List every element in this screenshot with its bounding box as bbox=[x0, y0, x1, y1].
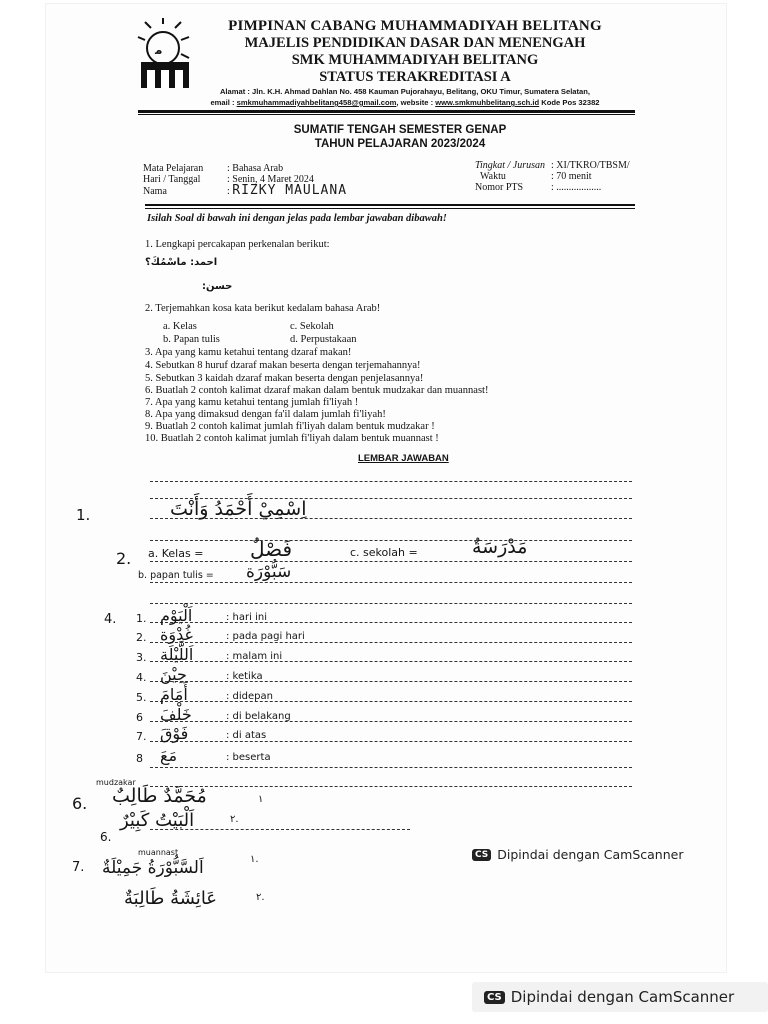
svg-text:ﻣ: ﻣ bbox=[155, 43, 163, 57]
name-sep: : bbox=[227, 186, 230, 197]
answer-line bbox=[150, 603, 632, 604]
postal-code: Kode Pos 32382 bbox=[539, 98, 600, 107]
question-1-hasan: حسن: bbox=[202, 281, 233, 292]
question-2-c: c. Sekolah bbox=[290, 321, 334, 332]
answer-2-number: 2. bbox=[116, 549, 132, 568]
answer-4-item-arabic: اَلْيَوْم bbox=[160, 606, 193, 625]
grade-label: Tingkat / Jurusan bbox=[475, 160, 546, 171]
answer-4-number: 4. bbox=[104, 612, 117, 627]
answer-line bbox=[150, 681, 632, 682]
subject-label: Mata Pelajaran bbox=[143, 163, 204, 174]
camscanner-logo-icon: CS bbox=[472, 849, 491, 861]
time-label: Waktu bbox=[480, 171, 506, 182]
answer-4-item-arabic: خَلْفَ bbox=[160, 705, 192, 724]
answer-line bbox=[150, 721, 632, 722]
meta-rule-thick bbox=[145, 204, 635, 206]
website-link[interactable]: www.smkmuhbelitang.sch.id bbox=[435, 98, 540, 107]
question-8: 8. Apa yang dimaksud dengan fa'il dalam jumlah fi'liyah! bbox=[145, 409, 386, 420]
answer-1-text: اِسْمِيْ أَحْمَدُ وَأَنْتَ bbox=[170, 498, 307, 520]
camscanner-inline-text: Dipindai dengan CamScanner bbox=[497, 847, 684, 862]
answer-line bbox=[150, 661, 632, 662]
answer-4-item-meaning: : beserta bbox=[226, 752, 271, 763]
camscanner-footer-logo-icon: CS bbox=[484, 991, 505, 1004]
answer-6-note: mudzakar bbox=[96, 778, 136, 787]
date-label: Hari / Tanggal bbox=[143, 174, 201, 185]
answer-line bbox=[150, 701, 632, 702]
question-1-ahmad: احمد: ماسْمُكَ؟ bbox=[145, 257, 218, 268]
question-2-b: b. Papan tulis bbox=[163, 334, 220, 345]
address-line: Alamat : Jln. K.H. Ahmad Dahlan No. 458 Kauman Pujorahayu, Belitang, OKU Timur, Sumatera Selatan, bbox=[219, 87, 591, 96]
answer-4-item-meaning: : pada pagi hari bbox=[226, 631, 305, 642]
contact-line bbox=[180, 97, 630, 108]
answer-4-item-arabic: أَمَامَ bbox=[160, 685, 188, 704]
answer-4-item-number: 6 bbox=[136, 711, 143, 724]
answer-4-item-meaning: : di belakang bbox=[226, 711, 291, 722]
subject-value: : Bahasa Arab bbox=[227, 163, 284, 174]
camscanner-inline-watermark bbox=[472, 847, 683, 862]
header-rule-thin bbox=[138, 114, 635, 115]
exam-title-line1: SUMATIF TENGAH SEMESTER GENAP bbox=[293, 124, 507, 136]
answer-6-line2: اَلْبَيْتُ كَبِيْرٌ bbox=[120, 810, 195, 831]
answer-line bbox=[150, 622, 632, 623]
answer-6-line1-num: ١ bbox=[258, 794, 264, 805]
answer-7-line1: اَلسَّبُّوْرَةُ جَمِيْلَةٌ bbox=[102, 858, 204, 878]
answer-4-item-number: 8 bbox=[136, 752, 143, 765]
answer-7-number: 7. bbox=[72, 860, 85, 875]
camscanner-footer-text: Dipindai dengan CamScanner bbox=[510, 988, 735, 1006]
answer-2a: a. Kelas = bbox=[148, 547, 204, 560]
date-value: : Senin, 4 Maret 2024 bbox=[227, 174, 314, 185]
answer-4-item-arabic: اَللَّيْلَة bbox=[160, 645, 194, 664]
muhammadiyah-logo-icon bbox=[137, 18, 199, 90]
answer-2b-arabic: سَبُّوْرَة bbox=[246, 562, 292, 582]
answer-4-item-number: 2. bbox=[136, 631, 147, 644]
email-prefix: email : bbox=[210, 98, 237, 107]
exam-title-line2: TAHUN PELAJARAN 2023/2024 bbox=[314, 138, 486, 150]
pts-number-label: Nomor PTS bbox=[475, 182, 524, 193]
letterhead-line3: SMK MUHAMMADIYAH BELITANG bbox=[291, 52, 539, 68]
question-1: 1. Lengkapi percakapan perkenalan berikut: bbox=[145, 239, 330, 250]
question-4: 4. Sebutkan 8 huruf dzaraf makan beserta dengan terjemahannya! bbox=[145, 360, 421, 371]
answer-7-note: muannast bbox=[138, 848, 179, 857]
answer-4-item-arabic: غُدْوَة bbox=[160, 625, 193, 644]
answer-4-item-meaning: : ketika bbox=[226, 671, 263, 682]
answer-4-item-meaning: : di atas bbox=[226, 730, 267, 741]
answer-6-line1: مُحَمَّدٌ طَالِبٌ bbox=[112, 785, 207, 807]
header-rule-thick bbox=[138, 110, 635, 113]
letterhead bbox=[205, 18, 625, 86]
answer-6-number: 6. bbox=[72, 794, 88, 813]
answer-4-item-number: 5. bbox=[136, 691, 147, 704]
answer-line bbox=[150, 561, 632, 562]
question-5: 5. Sebutkan 3 kaidah dzaraf makan beserta dengan penjelasannya! bbox=[145, 373, 424, 384]
answer-line bbox=[150, 582, 632, 583]
answer-4-item-number: 3. bbox=[136, 651, 147, 664]
answer-4-item-meaning: : hari ini bbox=[226, 612, 267, 623]
answer-6-line2-num: ٢. bbox=[230, 814, 239, 825]
letterhead-line4: STATUS TERAKREDITASI A bbox=[319, 69, 511, 85]
student-name: RIZKY MAULANA bbox=[232, 183, 348, 198]
grade-value: : XI/TKRO/TBSM/ bbox=[551, 160, 630, 171]
answer-line bbox=[150, 741, 632, 742]
exam-title bbox=[150, 123, 650, 151]
answer-7-line2-num: ٢. bbox=[256, 892, 265, 903]
answer-line bbox=[150, 767, 632, 768]
letterhead-address bbox=[180, 86, 630, 108]
question-6: 6. Buatlah 2 contoh kalimat dzaraf makan dalam bentuk mudzakar dan muannast! bbox=[145, 385, 489, 396]
camscanner-footer-watermark bbox=[472, 982, 768, 1012]
answer-1-number: 1. bbox=[76, 506, 91, 524]
letterhead-line2: MAJELIS PENDIDIKAN DASAR DAN MENENGAH bbox=[244, 35, 586, 51]
letterhead-line1: PIMPINAN CABANG MUHAMMADIYAH BELITANG bbox=[228, 18, 602, 34]
answer-7-line1-num: ١. bbox=[250, 854, 259, 865]
meta-right bbox=[475, 160, 630, 193]
question-2: 2. Terjemahkan kosa kata berikut kedalam bahasa Arab! bbox=[145, 303, 381, 314]
answer-2a-arabic: فَصْلٌ bbox=[250, 537, 293, 561]
website-prefix: , website : bbox=[396, 98, 436, 107]
answer-2b: b. papan tulis = bbox=[138, 570, 214, 581]
answer-4-item-arabic: حِيْنَ bbox=[160, 665, 187, 684]
meta-left bbox=[143, 163, 347, 197]
answer-4-item-number: 7. bbox=[136, 730, 147, 743]
question-9: 9. Buatlah 2 contoh kalimat jumlah fi'liyah dalam bentuk mudzakar ! bbox=[145, 421, 435, 432]
email-link[interactable]: smkmuhammadiyahbelitang458@gmail.com bbox=[236, 98, 397, 107]
question-3: 3. Apa yang kamu ketahui tentang dzaraf makan! bbox=[145, 347, 352, 358]
question-2-d: d. Perpustakaan bbox=[290, 334, 357, 345]
answer-2c-arabic: مَدْرَسَةٌ bbox=[472, 536, 528, 558]
answer-2c: c. sekolah = bbox=[350, 546, 418, 559]
name-label: Nama bbox=[143, 186, 167, 197]
question-10: 10. Buatlah 2 contoh kalimat jumlah fi'liyah dalam bentuk muannast ! bbox=[145, 433, 439, 444]
answer-sheet-title: LEMBAR JAWABAN bbox=[358, 453, 449, 464]
answer-4-item-arabic: مَعَ bbox=[160, 746, 178, 765]
answer-line bbox=[150, 481, 632, 482]
meta-rule-thin bbox=[145, 208, 635, 209]
answer-6-sub: 6. bbox=[100, 830, 112, 844]
pts-number-value: : .................. bbox=[551, 182, 602, 193]
instruction: Isilah Soal di bawah ini dengan jelas pada lembar jawaban dibawah! bbox=[147, 213, 447, 224]
answer-line bbox=[150, 642, 632, 643]
answer-7-line2: عَائِشَةُ طَالِبَةٌ bbox=[124, 888, 218, 909]
time-value: : 70 menit bbox=[551, 171, 592, 182]
answer-4-item-meaning: : malam ini bbox=[226, 651, 283, 662]
answer-line bbox=[150, 540, 632, 541]
answer-4-item-number: 4. bbox=[136, 671, 147, 684]
question-7: 7. Apa yang kamu ketahui tentang jumlah fi'liyah ! bbox=[145, 397, 359, 408]
answer-line bbox=[150, 786, 632, 787]
answer-4-item-arabic: فَوْقَ bbox=[160, 724, 189, 743]
question-2-a: a. Kelas bbox=[163, 321, 197, 332]
answer-4-item-number: 1. bbox=[136, 612, 147, 625]
answer-4-item-meaning: : didepan bbox=[226, 691, 273, 702]
